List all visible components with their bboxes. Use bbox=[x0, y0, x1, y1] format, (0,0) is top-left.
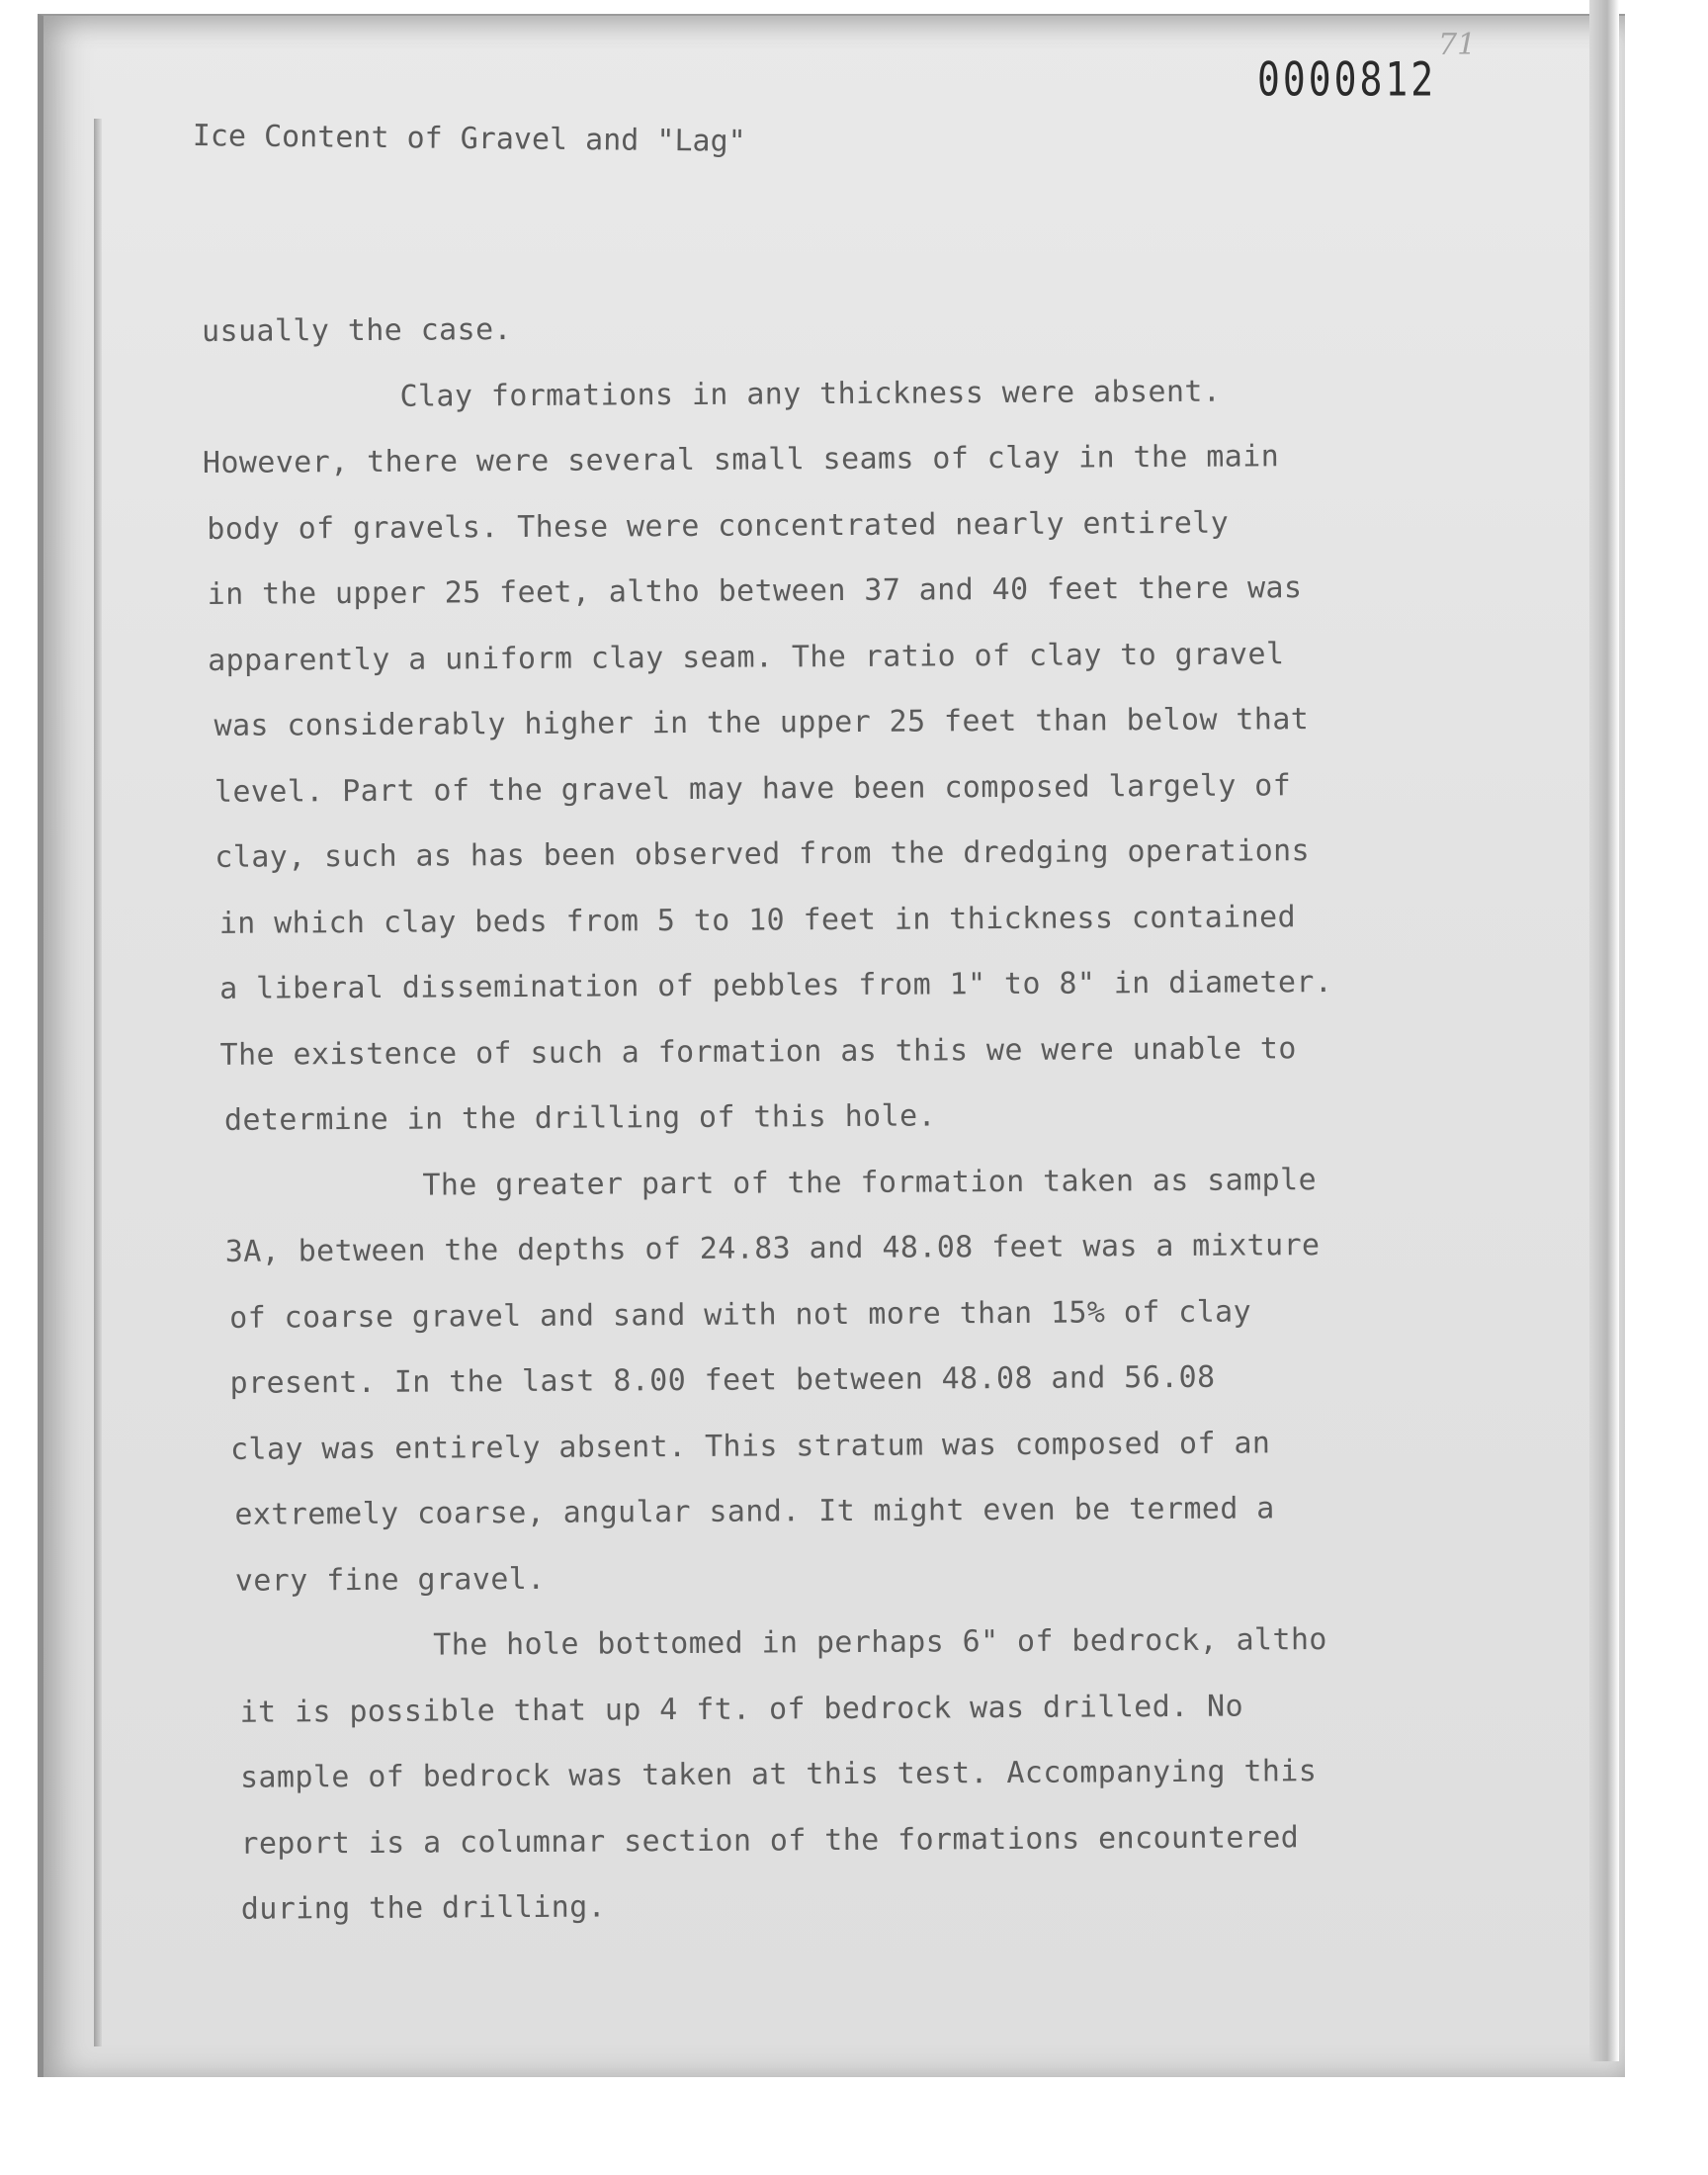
text-line: present. In the last 8.00 feet between 48.08 and 56.08 bbox=[229, 1359, 1216, 1401]
text-line: extremely coarse, angular sand. It might even be termed a bbox=[234, 1491, 1275, 1532]
page-heading: Ice Content of Gravel and "Lag" bbox=[192, 119, 746, 159]
text-line: report is a columnar section of the formations encountered bbox=[240, 1819, 1300, 1862]
text-line: a liberal dissemination of pebbles from 1" to 8" in diameter. bbox=[219, 964, 1333, 1006]
text-line: usually the case. bbox=[201, 312, 513, 349]
document-number-stamp: 0000812 bbox=[1257, 51, 1437, 107]
body-text bbox=[198, 306, 1473, 1958]
corner-handwritten-mark: 71 bbox=[1438, 28, 1477, 62]
text-line: body of gravels. These were concentrated nearly entirely bbox=[207, 505, 1230, 547]
text-line: was considerably higher in the upper 25 feet than below that bbox=[214, 702, 1310, 743]
paper-right-edge bbox=[1589, 0, 1619, 2061]
text-line: Clay formations in any thickness were absent. bbox=[399, 374, 1222, 414]
text-line: determine in the drilling of this hole. bbox=[223, 1098, 937, 1138]
text-line: of coarse gravel and sand with not more than 15% of clay bbox=[229, 1294, 1252, 1336]
text-line: 3A, between the depths of 24.83 and 48.08 feet was a mixture bbox=[224, 1228, 1321, 1269]
text-line: clay was entirely absent. This stratum was composed of an bbox=[229, 1425, 1271, 1467]
text-line: The hole bottomed in perhaps 6" of bedrock, altho bbox=[433, 1622, 1327, 1663]
text-line: in the upper 25 feet, altho between 37 and 40 feet there was bbox=[207, 570, 1303, 612]
text-line: very fine gravel. bbox=[234, 1561, 546, 1599]
text-line: clay, such as has been observed from the dredging operations bbox=[214, 833, 1311, 875]
text-line: sample of bedrock was taken at this test. Accompanying this bbox=[239, 1754, 1318, 1795]
text-line: it is possible that up 4 ft. of bedrock was drilled. No bbox=[239, 1689, 1244, 1730]
text-line: However, there were several small seams of clay in the main bbox=[202, 439, 1280, 480]
text-line: level. Part of the gravel may have been composed largely of bbox=[214, 767, 1292, 810]
text-line: apparently a uniform clay seam. The ratio of clay to gravel bbox=[208, 636, 1285, 678]
paper-left-shadow bbox=[94, 119, 102, 2046]
text-line: The existence of such a formation as this we were unable to bbox=[219, 1030, 1297, 1073]
text-line: during the drilling. bbox=[240, 1889, 607, 1927]
text-line: The greater part of the formation taken as sample bbox=[422, 1162, 1318, 1203]
text-line: in which clay beds from 5 to 10 feet in thickness contained bbox=[218, 899, 1297, 941]
